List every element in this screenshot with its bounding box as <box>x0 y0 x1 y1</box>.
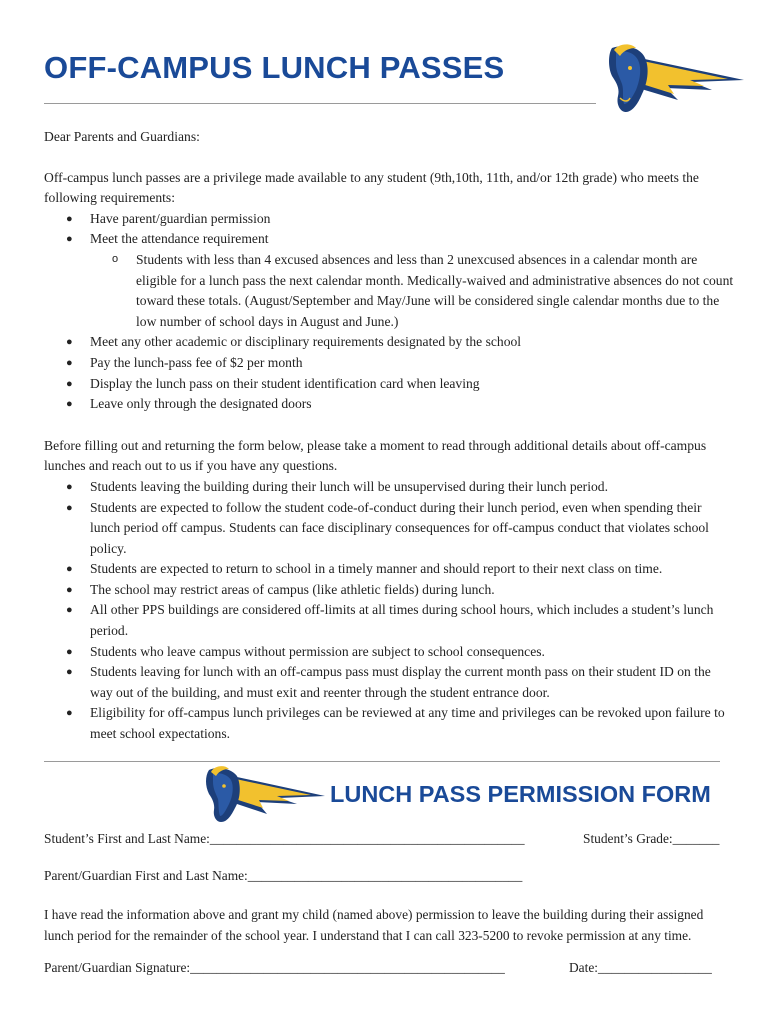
list-item: ● Have parent/guardian permission <box>44 209 734 230</box>
details-paragraph: Before filling out and returning the form below, please take a moment to read through additional details about off-campus lunches and reach out to us if you have any questions. <box>44 437 707 474</box>
parent-name-field[interactable]: Parent/Guardian First and Last Name:_________________________________________ <box>44 868 523 883</box>
student-grade-field[interactable]: Student’s Grade:_______ <box>583 831 720 846</box>
list-item: ● Students are expected to follow the student code-of-conduct during their lunch period, even when spending their lunch period off campus. Students can face disciplinary consequences for off-campus conduct that violates school policy. <box>44 498 734 560</box>
horse-lightning-logo-icon <box>608 42 744 114</box>
list-item: ● All other PPS buildings are considered off-limits at all times during school hours, which includes a student’s lunch period. <box>44 600 734 641</box>
consent-text: I have read the information above and grant my child (named above) permission to leave the building during their assigned lunch period for the remainder of the school year. I understand that I can call 323-5200 to revoke permission at any time. <box>44 907 704 943</box>
student-name-row <box>44 831 720 847</box>
list-item: ● Eligibility for off-campus lunch privileges can be reviewed at any time and privileges can be revoked upon failure to meet school expectations. <box>44 703 734 744</box>
list-item: ● Students who leave campus without permission are subject to school consequences. <box>44 642 734 663</box>
title-divider <box>44 103 596 104</box>
list-item: ● Pay the lunch-pass fee of $2 per month <box>44 353 734 374</box>
signature-row <box>44 960 712 976</box>
attendance-sublist <box>90 250 734 332</box>
list-item: ● The school may restrict areas of campus (like athletic fields) during lunch. <box>44 580 734 601</box>
signature-field[interactable]: Parent/Guardian Signature:_______________________________________________ <box>44 960 505 975</box>
form-title: LUNCH PASS PERMISSION FORM <box>330 781 711 807</box>
section-divider <box>44 761 720 762</box>
horse-lightning-logo-icon <box>205 764 325 824</box>
requirements-list <box>44 209 734 415</box>
list-item: ● Leave only through the designated doors <box>44 394 734 415</box>
list-item: ● Display the lunch pass on their student identification card when leaving <box>44 374 734 395</box>
list-item-text: Meet the attendance requirement <box>90 231 269 247</box>
intro-paragraph: Off-campus lunch passes are a privilege made available to any student (9th,10th, 11th, and/or 12th grade) who meets the following requirements: <box>44 169 699 206</box>
list-item: ● Students leaving the building during their lunch will be unsupervised during their lunch period. <box>44 477 734 498</box>
date-field[interactable]: Date:_________________ <box>569 960 712 975</box>
student-name-field[interactable]: Student’s First and Last Name:_______________________________________________ <box>44 831 525 846</box>
list-item: ● Students are expected to return to school in a timely manner and should report to their next class on time. <box>44 559 734 580</box>
list-item: ● Students leaving for lunch with an off-campus pass must display the current month pass on their student ID on the way out of the building, and must exit and reenter through the student entrance door. <box>44 662 734 703</box>
salutation: Dear Parents and Guardians: <box>44 129 200 144</box>
page-title: OFF-CAMPUS LUNCH PASSES <box>44 50 505 85</box>
list-item <box>44 229 734 332</box>
letter-body <box>44 127 734 745</box>
list-item: ● Meet any other academic or disciplinary requirements designated by the school <box>44 332 734 353</box>
details-list <box>44 477 734 745</box>
parent-name-row <box>44 868 522 884</box>
list-item: o Students with less than 4 excused absences and less than 2 unexcused absences in a calendar month are eligible for a lunch pass the next calendar month. Medically-waived and administrative absences do not count toward these totals. (August/September and May/June will be considered single calendar months due to the low number of school days in August and June.) <box>44 250 734 332</box>
